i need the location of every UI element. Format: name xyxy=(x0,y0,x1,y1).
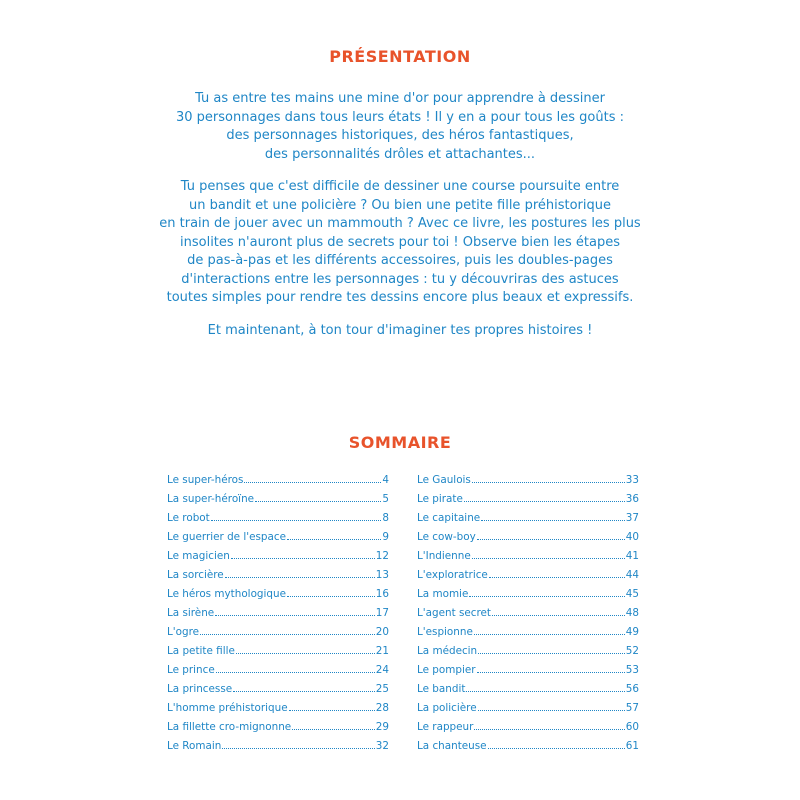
toc-entry-title: L'exploratrice xyxy=(417,569,488,581)
toc-entry-title: Le héros mythologique xyxy=(167,588,286,600)
presentation-line: Tu penses que c'est difficile de dessiner une course poursuite entre xyxy=(180,179,620,194)
toc-entry xyxy=(167,683,389,702)
toc-leader-dots xyxy=(477,531,625,540)
toc-entry-page: 57 xyxy=(625,702,639,714)
toc-entry-page: 4 xyxy=(382,474,389,486)
toc-entry-title: Le rappeur xyxy=(417,721,474,733)
toc-entry xyxy=(417,626,639,645)
toc-entry-title: L'homme préhistorique xyxy=(167,702,288,714)
toc-left-column xyxy=(167,474,389,759)
toc-entry xyxy=(417,512,639,531)
toc-leader-dots xyxy=(233,683,375,692)
toc-leader-dots xyxy=(287,531,381,540)
toc-leader-dots xyxy=(236,645,375,654)
toc-entry xyxy=(417,683,639,702)
toc-entry-title: La petite fille xyxy=(167,645,235,657)
presentation-line: de pas-à-pas et les différents accessoires, puis les doubles-pages xyxy=(187,253,613,268)
toc-entry-page: 41 xyxy=(625,550,639,562)
toc-leader-dots xyxy=(231,550,375,559)
toc-entry xyxy=(167,512,389,531)
toc-leader-dots xyxy=(292,721,375,730)
toc-entry-title: L'agent secret xyxy=(417,607,491,619)
toc-entry-page: 36 xyxy=(625,493,639,505)
toc-leader-dots xyxy=(472,474,625,483)
toc-entry-page: 53 xyxy=(625,664,639,676)
presentation-heading: PRÉSENTATION xyxy=(329,47,471,66)
toc-entry xyxy=(167,550,389,569)
presentation-line: Et maintenant, à ton tour d'imaginer tes propres histoires ! xyxy=(207,322,593,338)
toc-right-column xyxy=(417,474,639,759)
toc-leader-dots xyxy=(464,493,625,502)
toc-leader-dots xyxy=(225,569,375,578)
toc-leader-dots xyxy=(289,702,375,711)
toc-entry-title: La policière xyxy=(417,702,477,714)
toc-entry-page: 44 xyxy=(625,569,639,581)
toc-entry-title: Le cow-boy xyxy=(417,531,476,543)
toc-entry xyxy=(417,531,639,550)
toc-entry-page: 5 xyxy=(382,493,389,505)
toc-entry-page: 32 xyxy=(375,740,389,752)
toc-entry-page: 37 xyxy=(625,512,639,524)
toc-entry-page: 13 xyxy=(375,569,389,581)
toc-entry-page: 40 xyxy=(625,531,639,543)
toc-entry xyxy=(167,493,389,512)
toc-entry-page: 28 xyxy=(375,702,389,714)
toc-entry-title: Le bandit xyxy=(417,683,466,695)
toc-entry xyxy=(417,588,639,607)
toc-leader-dots xyxy=(474,721,624,730)
toc-entry-page: 33 xyxy=(625,474,639,486)
toc-entry xyxy=(417,740,639,759)
toc-entry xyxy=(167,588,389,607)
toc-entry-page: 49 xyxy=(625,626,639,638)
toc-entry-page: 29 xyxy=(375,721,389,733)
toc-entry-page: 45 xyxy=(625,588,639,600)
toc-entry-page: 24 xyxy=(375,664,389,676)
toc-entry xyxy=(167,721,389,740)
toc-entry-title: La super-héroïne xyxy=(167,493,255,505)
toc-entry xyxy=(417,721,639,740)
toc-entry-title: Le prince xyxy=(167,664,215,676)
toc-entry-page: 25 xyxy=(375,683,389,695)
toc-entry xyxy=(167,569,389,588)
toc-entry xyxy=(167,626,389,645)
toc-entry-title: La momie xyxy=(417,588,469,600)
toc-leader-dots xyxy=(472,550,625,559)
toc-entry xyxy=(167,664,389,683)
toc-entry-title: Le robot xyxy=(167,512,210,524)
presentation-line: un bandit et une policière ? Ou bien une petite fille préhistorique xyxy=(188,197,611,213)
toc-entry-title: La sirène xyxy=(167,607,215,619)
toc-entry-title: Le pirate xyxy=(417,493,463,505)
toc-entry-page: 20 xyxy=(375,626,389,638)
presentation-line: des personnalités drôles et attachantes... xyxy=(264,146,536,162)
toc-leader-dots xyxy=(478,702,625,711)
presentation-paragraph xyxy=(100,178,700,308)
toc-entry-page: 52 xyxy=(625,645,639,657)
toc-leader-dots xyxy=(466,683,624,692)
toc-entry-page: 21 xyxy=(375,645,389,657)
toc-leader-dots xyxy=(216,664,375,673)
toc-leader-dots xyxy=(481,512,625,521)
presentation-line: 30 personnages dans tous leurs états ! Il y en a pour tous les goûts : xyxy=(176,109,624,125)
toc-leader-dots xyxy=(469,588,624,597)
presentation-text xyxy=(100,90,700,354)
presentation-paragraph xyxy=(100,322,700,341)
toc-entry xyxy=(167,531,389,550)
toc-entry-title: La fillette cro-mignonne xyxy=(167,721,292,733)
toc-entry xyxy=(417,702,639,721)
toc-entry-page: 12 xyxy=(375,550,389,562)
toc-entry-title: La princesse xyxy=(167,683,233,695)
toc-entry-title: La chanteuse xyxy=(417,740,487,752)
toc-entry-title: L'ogre xyxy=(167,626,200,638)
toc-leader-dots xyxy=(492,607,625,616)
toc-entry-page: 16 xyxy=(375,588,389,600)
presentation-paragraph xyxy=(100,90,700,164)
toc-entry-title: Le magicien xyxy=(167,550,230,562)
presentation-line: insolites n'auront plus de secrets pour toi ! Observe bien les étapes xyxy=(180,234,620,250)
toc-entry-title: Le super-héros xyxy=(167,474,244,486)
toc-entry-title: Le pompier xyxy=(417,664,476,676)
toc-entry-page: 9 xyxy=(382,531,389,543)
toc-entry-title: La médecin xyxy=(417,645,478,657)
toc-leader-dots xyxy=(474,626,625,635)
toc-entry-title: La sorcière xyxy=(167,569,224,581)
toc-leader-dots xyxy=(222,740,374,749)
presentation-line: Tu as entre tes mains une mine d'or pour apprendre à dessiner xyxy=(195,91,605,106)
toc-leader-dots xyxy=(488,740,625,749)
toc-entry xyxy=(417,607,639,626)
toc-leader-dots xyxy=(200,626,375,635)
toc-entry xyxy=(417,474,639,493)
toc-leader-dots xyxy=(211,512,382,521)
toc-entry xyxy=(167,740,389,759)
toc-entry-title: Le Gaulois xyxy=(417,474,471,486)
toc-entry xyxy=(167,474,389,493)
toc-entry-page: 60 xyxy=(625,721,639,733)
presentation-line: des personnages historiques, des héros fantastiques, xyxy=(226,128,574,143)
toc-leader-dots xyxy=(255,493,381,502)
toc-entry-title: L'Indienne xyxy=(417,550,471,562)
toc-leader-dots xyxy=(477,664,625,673)
toc-entry-page: 48 xyxy=(625,607,639,619)
toc-entry-page: 17 xyxy=(375,607,389,619)
toc-entry-page: 61 xyxy=(625,740,639,752)
toc-entry-page: 56 xyxy=(625,683,639,695)
toc-entry xyxy=(167,702,389,721)
toc-entry xyxy=(417,664,639,683)
toc-leader-dots xyxy=(287,588,375,597)
toc-leader-dots xyxy=(478,645,625,654)
sommaire-heading: SOMMAIRE xyxy=(348,433,452,452)
toc-entry-title: Le Romain xyxy=(167,740,222,752)
toc-entry-title: Le capitaine xyxy=(417,512,481,524)
toc-entry-page: 8 xyxy=(382,512,389,524)
toc-leader-dots xyxy=(489,569,625,578)
toc-entry-title: Le guerrier de l'espace xyxy=(167,531,286,543)
toc-leader-dots xyxy=(244,474,381,483)
toc-entry xyxy=(417,493,639,512)
toc-entry xyxy=(167,645,389,664)
toc-entry xyxy=(167,607,389,626)
toc-entry-title: L'espionne xyxy=(417,626,473,638)
presentation-line: en train de jouer avec un mammouth ? Avec ce livre, les postures les plus xyxy=(159,216,641,231)
toc-entry xyxy=(417,569,639,588)
toc-leader-dots xyxy=(215,607,375,616)
toc-entry xyxy=(417,550,639,569)
toc-entry xyxy=(417,645,639,664)
presentation-line: toutes simples pour rendre tes dessins encore plus beaux et expressifs. xyxy=(166,290,634,305)
presentation-line: d'interactions entre les personnages : tu y découvriras des astuces xyxy=(181,271,619,287)
